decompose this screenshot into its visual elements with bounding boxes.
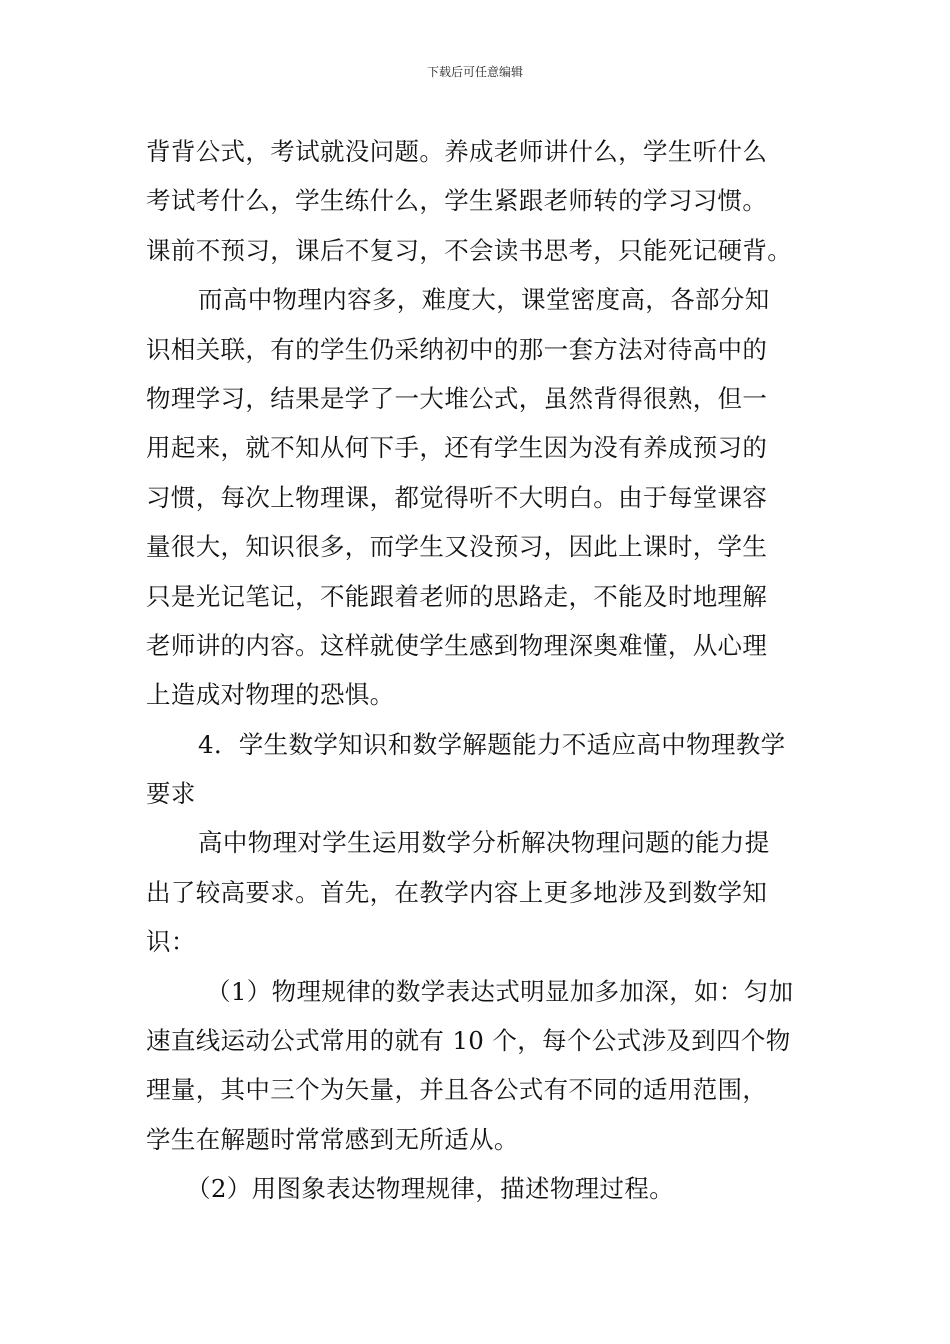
text-line: 出了较高要求。首先，在教学内容上更多地涉及到数学知 bbox=[146, 877, 768, 907]
section-heading-line: 4．学生数学知识和数学解题能力不适应高中物理教学 bbox=[198, 729, 786, 759]
list-item-line: 学生在解题时常常感到无所适从。 bbox=[146, 1124, 519, 1154]
text-line: 背背公式，考试就没问题。养成老师讲什么，学生听什么 bbox=[146, 137, 768, 166]
text-line: 量很大，知识很多，而学生又没预习，因此上课时，学生 bbox=[146, 532, 768, 562]
text-line: 考试考什么，学生练什么，学生紧跟老师转的学习习惯。 bbox=[146, 186, 768, 216]
list-item-line: （1）物理规律的数学表达式明显加多加深，如：匀加 bbox=[206, 976, 794, 1006]
document-body bbox=[146, 127, 818, 1214]
text-line: 识： bbox=[146, 927, 196, 957]
text-line: 而高中物理内容多，难度大，课堂密度高，各部分知 bbox=[198, 285, 770, 315]
list-item-line: （2）用图象表达物理规律，描述物理过程。 bbox=[186, 1174, 675, 1204]
text-line: 物理学习，结果是学了一大堆公式，虽然背得很熟，但一 bbox=[146, 383, 768, 413]
text-line: 习惯，每次上物理课，都觉得听不大明白。由于每堂课容 bbox=[146, 482, 768, 512]
text-line: 只是光记笔记，不能跟着老师的思路走，不能及时地理解 bbox=[146, 581, 768, 611]
text-line: 课前不预习，课后不复习，不会读书思考，只能死记硬背。 bbox=[146, 235, 793, 265]
page-header: 下载后可任意编辑 bbox=[426, 65, 523, 79]
text-line: 高中物理对学生运用数学分析解决物理问题的能力提 bbox=[198, 828, 770, 858]
text-line: 老师讲的内容。这样就使学生感到物理深奥难懂，从心理 bbox=[146, 630, 768, 660]
section-heading-line: 要求 bbox=[146, 779, 196, 809]
text-line: 用起来，就不知从何下手，还有学生因为没有养成预习的 bbox=[146, 433, 768, 463]
text-line: 上造成对物理的恐惧。 bbox=[146, 680, 395, 710]
list-item-line: 速直线运动公式常用的就有 10 个，每个公式涉及到四个物 bbox=[146, 1026, 791, 1056]
text-line: 识相关联，有的学生仍采纳初中的那一套方法对待高中的 bbox=[146, 334, 768, 364]
list-item-line: 理量，其中三个为矢量，并且各公式有不同的适用范围， bbox=[146, 1075, 768, 1105]
